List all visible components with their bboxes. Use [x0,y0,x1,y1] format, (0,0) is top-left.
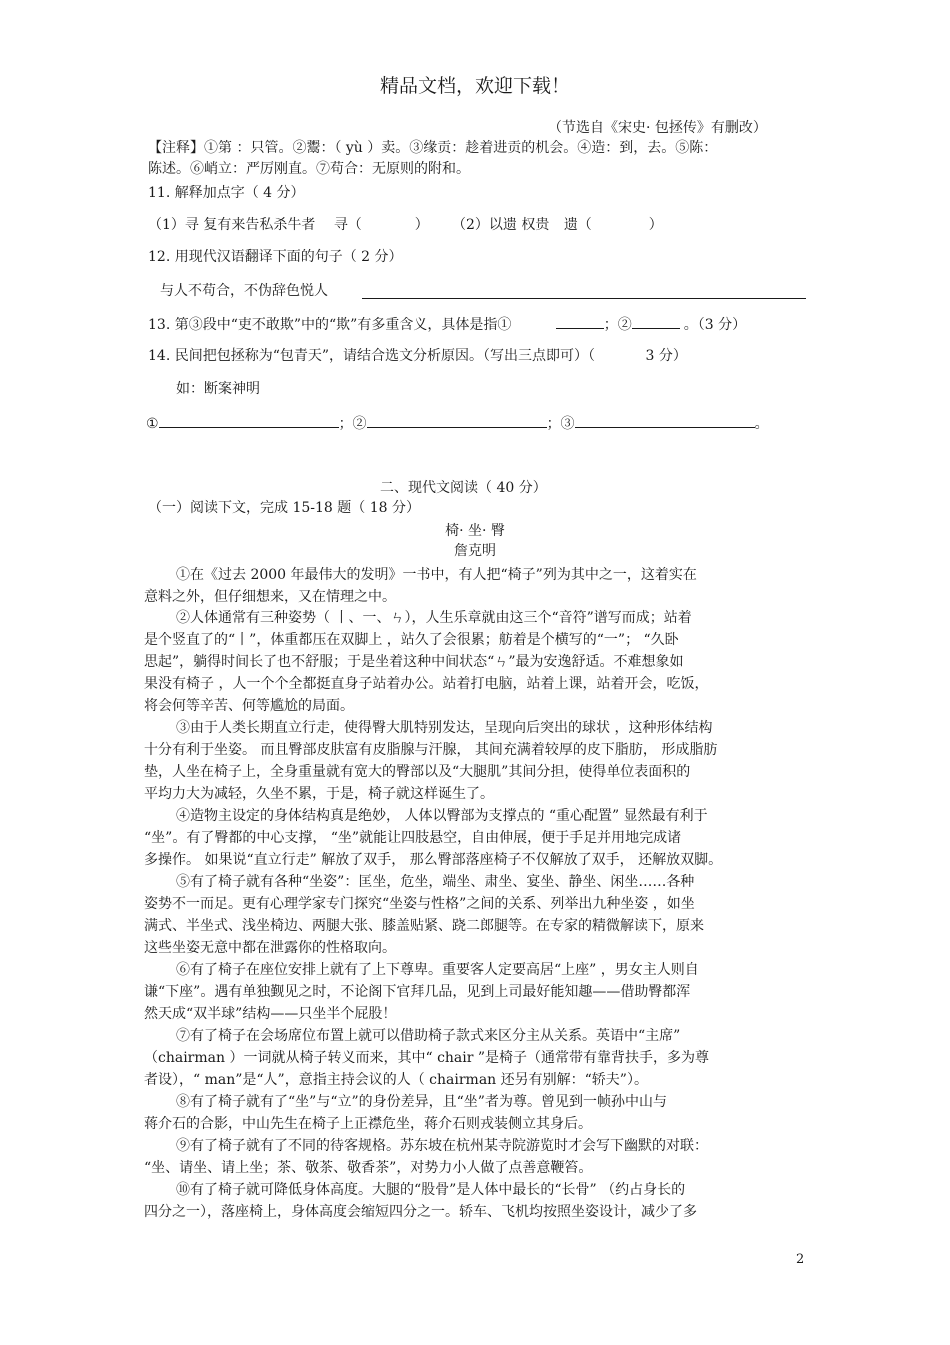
q11-item1-key: 寻（ [333,217,362,233]
notes-line-2: 陈述。⑥峭立：严厉刚直。⑦苟合：无原则的附和。 [148,161,470,177]
article-line: 将会何等辛苦、何等尴尬的局面。 [144,698,354,714]
article-title: 椅· 坐· 臀 [445,523,505,539]
q14-marker-3: ；③ [546,416,575,432]
article-line: ⑩有了椅子就可降低身体高度。大腿的“股骨”是人体中最长的“长骨” （约占身长的 [176,1182,686,1198]
article-line: 多操作。 如果说“直立行走” 解放了双手， 那么臀部落座椅子不仅解放了双手， 还解放双脚。 [144,852,723,868]
article-line: “坐”。有了臀都的中心支撑， “坐”就能让四肢悬空，自由伸展，便于手足并用地完成诸 [144,830,682,846]
article-line: 意料之外，但仔细想来，又在情理之中。 [144,589,396,605]
q14-marker-2: ；② [338,416,367,432]
q11-stem: 11. 解释加点字（ 4 分） [148,185,305,201]
article-author: 詹克明 [454,543,496,559]
q13-end: 。（3 分） [683,317,747,333]
q13-stem: 13. 第③段中“吏不敢欺”中的“欺”有多重含义，具体是指① [148,317,512,333]
q11-item1-text: （1）寻 复有来告私杀牛者 [148,217,316,233]
page-header: 精品文档，欢迎下载！ [379,75,570,97]
q14-example: 如：断案神明 [176,381,260,397]
source-citation: （节选自《宋史· 包拯传》有删改） [548,120,767,136]
article-line: 谦“下座”。遇有单独觐见之时，不论阁下官拜几品，见到上司最好能知趣——借助臀都浑 [144,984,691,1000]
article-line: ④造物主设定的身体结构真是绝妙， 人体以臀部为支撑点的 “重心配置” 显然最有利于 [176,808,708,824]
q13-mid: ；② [603,317,632,333]
article-line: 是个竖直了的“丨”，体重都压在双脚上 ，站久了会很累；舫着是个横写的“一”； “久卧 [144,632,679,648]
q12-stem: 12. 用现代汉语翻译下面的句子（ 2 分） [148,249,403,265]
q12-answer-line[interactable] [362,298,806,299]
section2-title: 二、现代文阅读（ 40 分） [380,480,547,496]
q14-blank-2[interactable] [367,413,547,428]
q11-item2-key: 遗（ [563,217,592,233]
article-line: ⑧有了椅子就有了“坐”与“立”的身份差异，且“坐”者为尊。曾见到一帧孙中山与 [176,1094,667,1110]
article-line: ③由于人类长期直立行走，使得臀大肌特别发达，呈现向后突出的球状 ，这种形体结构 [176,720,713,736]
page-number: 2 [796,1252,805,1267]
article-line: 十分有利于坐姿。 而且臀部皮肤富有皮脂腺与汗腺， 其间充满着较厚的皮下脂肪， 形成脂肪 [144,742,718,758]
article-line: 然天成“双半球”结构——只坐半个屁股！ [144,1006,397,1022]
article-line: “坐、请坐、请上坐；茶、敬茶、敬香茶”，对势力小人做了点善意鞭笞。 [144,1160,593,1176]
q12-sentence: 与人不苟合，不伪辞色悦人 [160,283,328,299]
q14-blank-1[interactable] [159,413,339,428]
q14-blank-3[interactable] [575,413,755,428]
q14-stem-text: 14. 民间把包拯称为“包青天”，请结合选文分析原因。（写出三点即可）（ [148,348,596,364]
q11-item1 [148,215,429,235]
q13-blank-2[interactable] [632,314,680,329]
q14-score: 3 分） [645,348,687,364]
q14-end: 。 [754,416,769,432]
article-line: 蒋介石的合影，中山先生在椅子上正襟危坐，蒋介石则戎装侧立其身后。 [144,1116,592,1132]
q11-item2 [452,215,663,235]
article-line: 姿势不一而足。更有心理学家专门探究“坐姿与性格”之间的关系、列举出九种坐姿 ，如坐 [144,896,695,912]
article-line: ①在《过去 2000 年最伟大的发明》一书中，有人把“椅子”列为其中之一，这着实在 [176,567,697,583]
article-line: ⑤有了椅子就有各种“坐姿”：匡坐，危坐，端坐、肃坐、宴坐、静坐、闲坐……各种 [176,874,695,890]
article-line: 四分之一），落座椅上，身体高度会缩短四分之一。轿车、飞机均按照坐姿设计，减少了多 [144,1204,697,1220]
article-line: ⑦有了椅子在会场席位布置上就可以借助椅子款式来区分主从关系。英语中“主席” [176,1028,681,1044]
q13-blank-1[interactable] [556,314,604,329]
article-line: ⑥有了椅子在座位安排上就有了上下尊卑。重要客人定要高居“上座” ，男女主人则自 [176,962,699,978]
article-line: 满式、半坐式、浅坐椅边、两腿大张、膝盖贴紧、跷二郎腿等。在专家的精微解读下，原来 [144,918,704,934]
article-line: （chairman ）一词就从椅子转义而来，其中“ chair ”是椅子（通常带有靠背扶手，多为尊 [144,1050,710,1066]
q11-item2-close: ） [648,217,663,233]
article-line: 思起”，躺得时间长了也不舒服；于是坐着这种中间状态“ㄣ”最为安逸舒适。不难想象如 [144,654,684,670]
q14-answers [146,413,769,434]
section2-sub: （一）阅读下文，完成 15-18 题（ 18 分） [148,500,420,516]
article-line: ②人体通常有三种姿势（ 丨、一、ㄣ），人生乐章就由这三个“音符”谱写而成；站着 [176,610,692,626]
q11-item1-close: ） [414,217,429,233]
q11-item2-text: （2）以遗 权贵 [452,217,550,233]
article-line: ⑨有了椅子就有了不同的待客规格。苏东坡在杭州某寺院游览时才会写下幽默的对联： [176,1138,708,1154]
article-line: 平均力大为减轻，久坐不累，于是，椅子就这样诞生了。 [144,786,494,802]
q13 [148,314,746,335]
article-line: 果没有椅子 ，人一个个全都挺直身子站着办公。站着打电脑，站着上课，站着开会，吃饭， [144,676,709,692]
q14-marker-1: ① [146,416,159,432]
article-line: 垫，人坐在椅子上，全身重量就有宽大的臀部以及“大腿肌”其间分担，使得单位表面积的 [144,764,691,780]
article-line: 者设），“ man”是“人”，意指主持会议的人（ chairman 还另有别解：“轿夫”）。 [144,1072,648,1088]
notes-line-1: 【注释】①第 ：只管。②鬻：（ yù ）卖。③缘贡：趁着进贡的机会。④造：到，去。⑤陈： [148,140,718,156]
q14-stem [148,346,687,366]
article-line: 这些坐姿无意中都在泄露你的性格取向。 [144,940,396,956]
